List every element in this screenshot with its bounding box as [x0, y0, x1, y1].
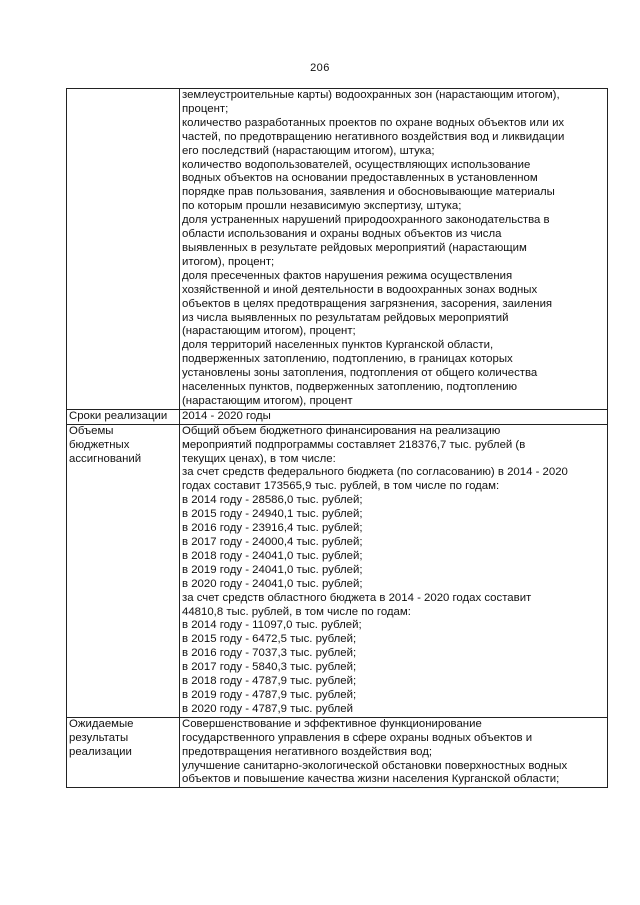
- content-line: в 2015 году - 24940,1 тыс. рублей;: [182, 508, 363, 521]
- content-line: в 2018 году - 24041,0 тыс. рублей;: [182, 549, 363, 562]
- content-cell: [180, 424, 608, 717]
- content-line: выявленных в результате рейдовых мероприятий (нарастающим: [182, 241, 527, 254]
- content-line: частей, по предотвращению негативного воздействия вод и ликвидации: [182, 130, 565, 143]
- content-line: доля территорий населенных пунктов Курганской области,: [182, 339, 494, 352]
- content-line: по которым прошли независимую экспертизу, штука;: [182, 200, 462, 213]
- row-label: Ожидаемые: [69, 717, 134, 730]
- row-label: результаты: [69, 731, 129, 744]
- content-line: в 2019 году - 4787,9 тыс. рублей;: [182, 688, 357, 701]
- program-passport-table: [66, 88, 608, 788]
- table-row: [67, 409, 608, 424]
- row-label: Объемы: [69, 424, 114, 437]
- content-line: процент;: [182, 102, 229, 115]
- label-cell: [67, 424, 180, 717]
- content-line: годах составит 173565,9 тыс. рублей, в том числе по годам:: [182, 480, 500, 493]
- content-line: из числа выявленных по результатам рейдовых мероприятий: [182, 311, 509, 324]
- content-line: предотвращения негативного воздействия вод;: [182, 745, 433, 758]
- content-line: в 2015 году - 6472,5 тыс. рублей;: [182, 633, 357, 646]
- content-line: (нарастающим итогом), процент: [182, 394, 353, 407]
- content-line: в 2017 году - 24000,4 тыс. рублей;: [182, 536, 363, 548]
- content-cell: [180, 717, 608, 788]
- content-line: доля устраненных нарушений природоохранного законодательства в: [182, 214, 550, 227]
- content-line: за счет средств областного бюджета в 2014 - 2020 годах составит: [182, 591, 532, 604]
- table-row: [67, 424, 608, 717]
- content-line: Совершенствование и эффективное функционирование: [182, 717, 482, 730]
- content-line: в 2016 году - 23916,4 тыс. рублей;: [182, 522, 363, 535]
- content-line: в 2016 году - 7037,3 тыс. рублей;: [182, 647, 357, 660]
- content-line: доля пресеченных фактов нарушения режима осуществления: [182, 269, 513, 282]
- content-line: порядке прав пользования, заявления и обосновывающие материалы: [182, 186, 555, 199]
- content-line: 44810,8 тыс. рублей, в том числе по годам:: [182, 605, 411, 618]
- content-line: землеустроительные карты) водоохранных зон (нарастающим итогом),: [182, 89, 560, 101]
- content-line: итогом), процент;: [182, 255, 275, 268]
- content-line: подверженных затоплению, подтоплению, в границах которых: [182, 353, 513, 366]
- content-line: 2014 - 2020 годы: [182, 409, 271, 422]
- content-line: водных объектов на основании предоставленных в установленном: [182, 172, 538, 185]
- content-line: текущих ценах), в том числе:: [182, 452, 336, 465]
- content-line: Общий объем бюджетного финансирования на реализацию: [182, 424, 501, 437]
- content-cell: [180, 409, 608, 424]
- content-line: улучшение санитарно-экологической обстановки поверхностных водных: [182, 759, 568, 772]
- row-label: Сроки реализации: [69, 409, 168, 422]
- row-label: ассигнований: [69, 452, 142, 465]
- content-line: объектов и повышение качества жизни населения Курганской области;: [182, 773, 560, 786]
- content-line: в 2014 году - 28586,0 тыс. рублей;: [182, 494, 363, 507]
- content-line: области использования и охраны водных объектов из числа: [182, 228, 502, 241]
- content-line: объектов в целях предотвращения загрязнения, засорения, заиления: [182, 297, 553, 310]
- content-line: (нарастающим итогом), процент;: [182, 325, 356, 338]
- label-cell: [67, 409, 180, 424]
- content-line: за счет средств федерального бюджета (по согласованию) в 2014 - 2020: [182, 466, 568, 479]
- content-line: в 2020 году - 24041,0 тыс. рублей;: [182, 577, 363, 590]
- content-line: его последствий (нарастающим итогом), штука;: [182, 144, 435, 157]
- content-line: количество разработанных проектов по охране водных объектов или их: [182, 116, 565, 129]
- content-line: в 2014 году - 11097,0 тыс. рублей;: [182, 619, 362, 632]
- row-label: реализации: [69, 745, 132, 758]
- content-line: мероприятий подпрограммы составляет 218376,7 тыс. рублей (в: [182, 438, 526, 451]
- row-label: бюджетных: [69, 438, 130, 451]
- content-cell: [180, 89, 608, 410]
- label-cell: [67, 717, 180, 788]
- content-line: в 2018 году - 4787,9 тыс. рублей;: [182, 675, 357, 688]
- content-line: населенных пунктов, подверженных затоплению, подтоплению: [182, 381, 518, 394]
- content-line: количество водопользователей, осуществляющих использование: [182, 158, 531, 171]
- table-row: [67, 89, 608, 410]
- content-line: государственного управления в сфере охраны водных объектов и: [182, 731, 533, 744]
- content-line: установлены зоны затопления, подтопления от общего количества: [182, 367, 538, 380]
- label-cell: [67, 89, 180, 410]
- content-line: в 2019 году - 24041,0 тыс. рублей;: [182, 563, 363, 576]
- content-line: в 2017 году - 5840,3 тыс. рублей;: [182, 661, 357, 674]
- content-line: хозяйственной и иной деятельности в водоохранных зонах водных: [182, 283, 538, 296]
- table-row: [67, 717, 608, 788]
- page-number: 206: [310, 62, 330, 74]
- content-line: в 2020 году - 4787,9 тыс. рублей: [182, 702, 353, 715]
